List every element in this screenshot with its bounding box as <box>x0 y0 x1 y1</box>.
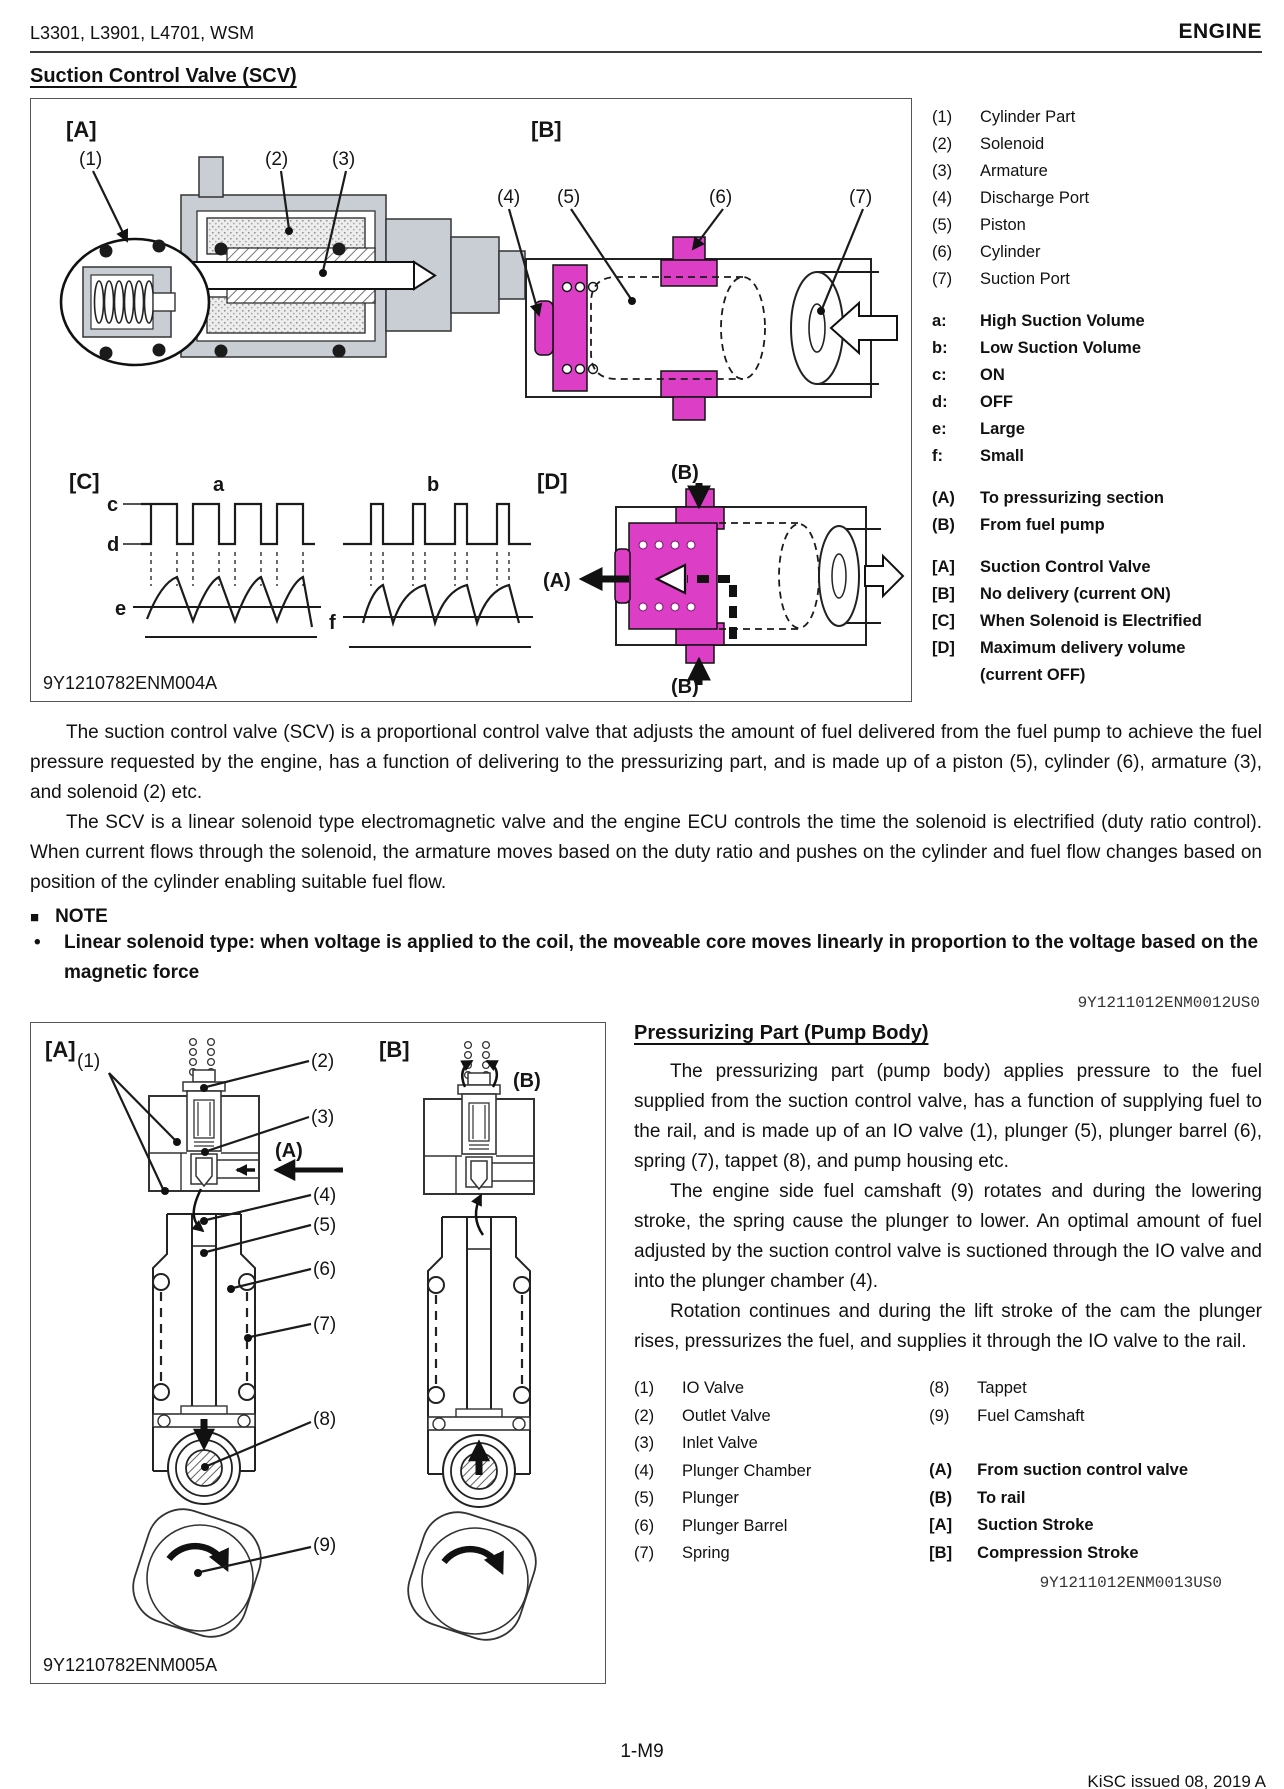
piston-motion-arrow-icon <box>865 556 903 596</box>
legend-item: (3) Inlet Valve <box>634 1434 758 1452</box>
wave-c-label: c <box>107 494 119 516</box>
scv-no-delivery-panel <box>497 117 897 420</box>
pump-legend-col2 <box>929 1375 1262 1568</box>
note-heading <box>30 906 1262 928</box>
legend-item: (9) Fuel Camshaft <box>929 1406 1085 1425</box>
sync-dashes-b <box>371 552 509 586</box>
paragraph: The pressurizing part (pump body) applies pressure to the fuel supplied from the suction control valve, has a function of supplying fuel to the rail, and is made up of an IO valve (1), plunger (5), plunger barrel (6), spring (7), tappet (8), and pump housing etc. <box>634 1061 1262 1172</box>
legend-item: (B) To rail <box>929 1488 1026 1507</box>
figure-caption: 9Y1210782ENM005A <box>43 1655 218 1675</box>
flow-b-bottom-label: (B) <box>671 676 699 698</box>
paragraph: Rotation continues and during the lift stroke of the cam the plunger rises, pressurizes the fuel, and supplies it through the IO valve to the rail. <box>634 1301 1262 1352</box>
legend-item: (5) Plunger <box>634 1489 739 1507</box>
callout-1: (1) <box>79 149 103 170</box>
pump-section <box>30 1022 1262 1684</box>
legend-item: (A) From suction control valve <box>929 1461 1189 1479</box>
wave-e-label: e <box>115 598 127 620</box>
panel-b-label: [B] <box>531 117 562 142</box>
panel-a-label: [A] <box>45 1037 76 1062</box>
callout-8: (8) <box>313 1409 337 1430</box>
callout-4: (4) <box>313 1185 337 1206</box>
scv-figure-row <box>30 98 1262 702</box>
figure-caption: 9Y1210782ENM004A <box>43 673 218 693</box>
page-number: 1-M9 <box>620 1741 664 1762</box>
legend-item: (6) Cylinder <box>932 243 1041 261</box>
paragraph: The SCV is a linear solenoid type electromagnetic valve and the engine ECU controls the time the solenoid is electrified (duty ratio control). When current flows through the solenoid, the armature moves based on the duty ratio and pushes on the cylinder and fuel flow changes based on position of the cylinder enabling suitable fuel flow. <box>30 812 1262 893</box>
legend-item: [B] Compression Stroke <box>929 1543 1139 1562</box>
legend-item: [D] Maximum delivery volume (current OFF) <box>932 639 1186 684</box>
legend-item: d: OFF <box>932 393 1013 411</box>
legend-item: [A] Suction Control Valve <box>932 558 1151 576</box>
wave-d-label: d <box>107 534 120 556</box>
bullet-icon: • <box>34 932 41 953</box>
pump-suction-stroke-panel <box>45 1037 343 1646</box>
legend-item: (1) Cylinder Part <box>932 108 1076 126</box>
flow-a-label: (A) <box>543 570 571 592</box>
legend-item: (6) Plunger Barrel <box>634 1516 788 1535</box>
legend-item: e: Large <box>932 420 1025 438</box>
note-label: NOTE <box>55 906 108 927</box>
sync-dashes-a <box>151 552 303 586</box>
paragraph: The engine side fuel camshaft (9) rotates and during the lowering stroke, the spring cause the plunger to lower. An optimal amount of fuel adjusted by the suction control valve is suctioned through the IO valve and into the plunger chamber (4). <box>634 1181 1262 1292</box>
callout-5: (5) <box>313 1215 337 1236</box>
callout-6: (6) <box>709 187 733 208</box>
legend-item: (A) To pressurizing section <box>932 489 1164 507</box>
page-header <box>30 20 1262 53</box>
legend-item: (4) Discharge Port <box>932 189 1090 207</box>
issue-note: KiSC issued 08, 2019 A <box>1087 1772 1266 1789</box>
paragraph: The suction control valve (SCV) is a proportional control valve that adjusts the amount of fuel delivered from the fuel pump to achieve the fuel pressure requested by the engine, has a function of delivering to the pressurizing part, and is made up of a piston (5), cylinder (6), armature (3), and solenoid (2) etc. <box>30 722 1262 803</box>
scv-legend <box>932 98 1262 702</box>
wave-a-label: a <box>213 474 225 496</box>
callout-3: (3) <box>311 1107 335 1128</box>
pump-legend <box>634 1375 1262 1568</box>
panel-a-label: [A] <box>66 117 97 142</box>
scv-description <box>30 718 1262 898</box>
callout-6: (6) <box>313 1259 337 1280</box>
callout-7: (7) <box>849 187 873 208</box>
callout-7: (7) <box>313 1314 337 1335</box>
wave-b-label: b <box>427 474 440 496</box>
pump-legend-col1 <box>634 1375 929 1568</box>
pump-compression-stroke-panel <box>379 1037 545 1649</box>
flow-a-label: (A) <box>275 1140 303 1162</box>
duty-waveform-panel <box>69 469 533 647</box>
chapter-title: ENGINE <box>1178 20 1262 43</box>
panel-b-label: [B] <box>379 1037 410 1062</box>
section-title-scv: Suction Control Valve (SCV) <box>30 65 297 87</box>
callout-1: (1) <box>77 1051 101 1072</box>
reference-code: 9Y1211012ENM0013US0 <box>1039 1573 1222 1592</box>
legend-item: [C] When Solenoid is Electrified <box>932 612 1202 630</box>
panel-c-label: [C] <box>69 469 100 494</box>
legend-item: (1) IO Valve <box>634 1379 745 1397</box>
legend-item: (5) Piston <box>932 216 1026 234</box>
scv-cross-section-panel <box>61 117 525 365</box>
flow-b-label: (B) <box>513 1070 541 1092</box>
callout-4: (4) <box>497 187 521 208</box>
legend-item: b: Low Suction Volume <box>932 339 1142 357</box>
legend-item: (7) Suction Port <box>932 270 1070 288</box>
wave-f-label: f <box>329 612 336 634</box>
pump-diagram <box>31 1023 603 1681</box>
legend-item: (2) Solenoid <box>932 135 1045 153</box>
note-text: Linear solenoid type: when voltage is applied to the coil, the moveable core moves linearly in proportion to the voltage based on the magnetic force <box>64 932 1259 983</box>
legend-item: [A] Suction Stroke <box>929 1516 1094 1534</box>
flow-b-top-label: (B) <box>671 462 699 484</box>
callout-2: (2) <box>265 149 289 170</box>
legend-item: (3) Armature <box>932 162 1048 180</box>
callout-9: (9) <box>313 1535 337 1556</box>
legend-item: c: ON <box>932 366 1005 384</box>
section-title-pump: Pressurizing Part (Pump Body) <box>634 1022 929 1044</box>
document-title: L3301, L3901, L4701, WSM <box>30 23 255 43</box>
note-bullet-item <box>34 928 1262 988</box>
legend-item: [B] No delivery (current ON) <box>932 585 1171 603</box>
reference-code: 9Y1211012ENM0012US0 <box>1077 994 1260 1012</box>
pump-figure <box>30 1022 606 1684</box>
note-square-icon: ■ <box>30 908 40 926</box>
scv-figure <box>30 98 912 702</box>
legend-item: (7) Spring <box>634 1544 730 1562</box>
legend-item: (4) Plunger Chamber <box>634 1461 812 1480</box>
scv-max-delivery-panel <box>537 462 903 698</box>
panel-d-label: [D] <box>537 469 568 494</box>
legend-item: (2) Outlet Valve <box>634 1406 771 1425</box>
legend-item: a: High Suction Volume <box>932 312 1145 330</box>
legend-item: f: Small <box>932 447 1025 465</box>
callout-2: (2) <box>311 1051 335 1072</box>
legend-item: (B) From fuel pump <box>932 516 1105 534</box>
legend-item: (8) Tappet <box>929 1379 1027 1397</box>
callout-5: (5) <box>557 187 581 208</box>
scv-diagram <box>31 99 909 699</box>
pump-text-column <box>634 1022 1262 1684</box>
callout-3: (3) <box>332 149 356 170</box>
